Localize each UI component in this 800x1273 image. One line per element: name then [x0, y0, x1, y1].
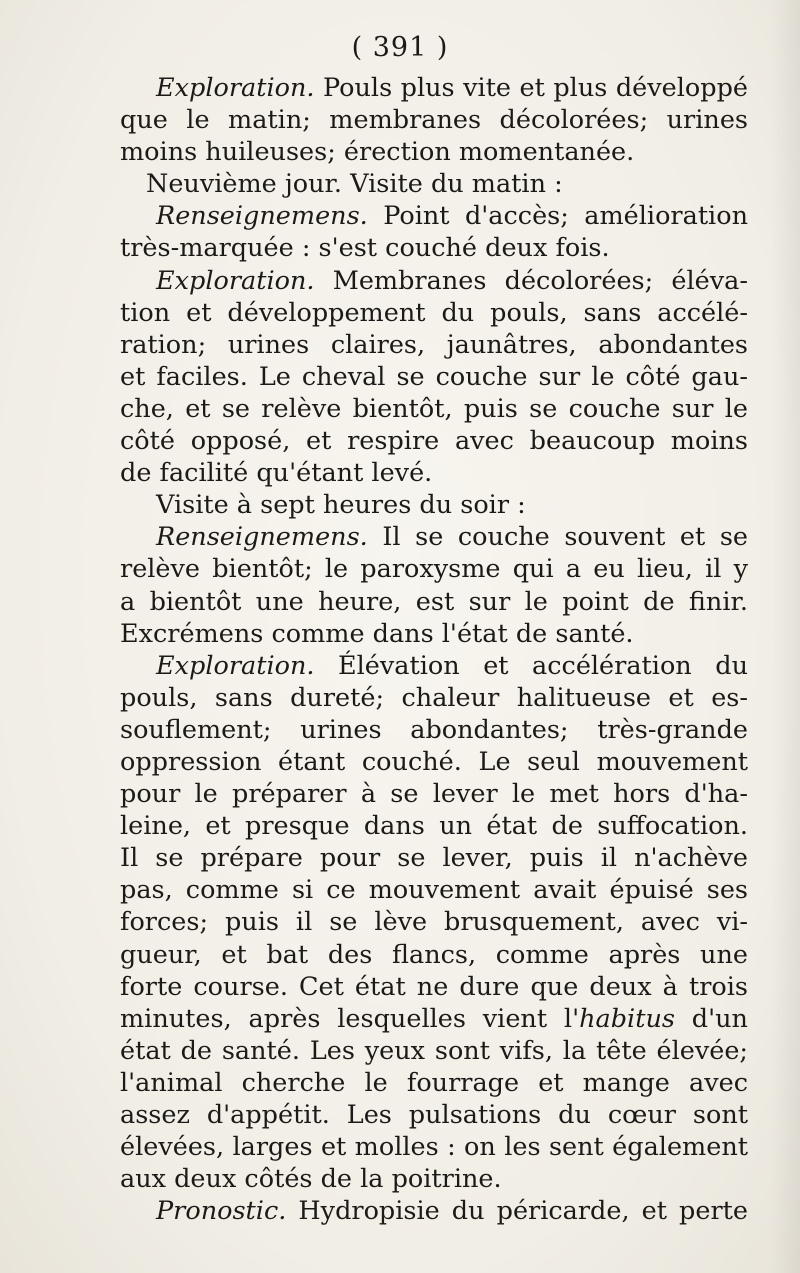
text-line	[120, 874, 748, 906]
text-run: ration; urines claires, jaunâtres, abondantes	[120, 329, 748, 360]
text-run: de facilité qu'étant levé.	[120, 458, 433, 489]
text-line	[120, 586, 748, 618]
text-run: Hydropisie du péricarde, et perte	[286, 1196, 748, 1227]
text-run: Élévation et accélération du	[314, 650, 748, 681]
text-line	[120, 1035, 748, 1067]
text-run: Neuvième jour. Visite du matin :	[146, 169, 563, 200]
text-line	[120, 682, 748, 714]
italic-text: Exploration.	[156, 650, 315, 681]
text-run: l'animal cherche le fourrage et mange avec	[120, 1067, 748, 1098]
text-run: pas, comme si ce mouvement avait épuisé ses	[120, 875, 748, 906]
text-run: gueur, et bat des flancs, comme après une	[120, 939, 748, 970]
text-run: pouls, sans dureté; chaleur halitueuse et es-	[120, 682, 748, 713]
italic-text: Renseignemens.	[156, 522, 368, 553]
text-line	[120, 457, 748, 489]
text-line	[120, 971, 748, 1003]
text-run: pour le préparer à se lever le met hors d'ha-	[120, 779, 748, 810]
text-line	[120, 714, 748, 746]
text-line	[120, 521, 748, 553]
text-line	[120, 746, 748, 778]
page-number: ( 391 )	[351, 32, 449, 63]
text-line	[120, 810, 748, 842]
text-run: élevées, larges et molles : on les sent également	[120, 1132, 748, 1163]
text-run: forces; puis il se lève brusquement, avec vi-	[120, 907, 748, 938]
text-line	[120, 1099, 748, 1131]
italic-text: Pronostic.	[156, 1196, 287, 1227]
text-line	[120, 72, 748, 104]
text-line	[120, 104, 748, 136]
text-line	[120, 1131, 748, 1163]
text-line	[120, 361, 748, 393]
text-run: Il se prépare pour se lever, puis il n'achève	[120, 843, 748, 874]
text-run: oppression étant couché. Le seul mouvement	[120, 746, 748, 777]
text-run: assez d'appétit. Les pulsations du cœur sont	[120, 1100, 748, 1130]
italic-text: Exploration.	[156, 265, 315, 296]
body-text	[120, 72, 748, 1227]
text-line	[120, 553, 748, 585]
page-edge-shadow	[770, 0, 800, 1273]
text-run: Il se couche souvent et se	[367, 522, 748, 553]
text-line	[120, 168, 748, 200]
text-line	[120, 425, 748, 457]
text-line	[120, 906, 748, 938]
text-line	[120, 489, 748, 521]
text-line	[120, 650, 748, 682]
text-run: d'un	[674, 1003, 748, 1034]
text-run: Visite à sept heures du soir :	[156, 490, 526, 521]
italic-text: habitus	[579, 1003, 675, 1034]
text-run: moins huileuses; érection momentanée.	[120, 137, 635, 168]
text-line	[120, 329, 748, 361]
italic-text: Renseignemens.	[156, 201, 368, 232]
text-line	[120, 842, 748, 874]
text-run: Excrémens comme dans l'état de santé.	[120, 618, 634, 649]
text-line	[120, 297, 748, 329]
text-line	[120, 778, 748, 810]
text-run: Membranes décolorées; éléva-	[314, 265, 748, 296]
text-run: Pouls plus vite et plus développé	[314, 73, 748, 103]
text-run: et faciles. Le cheval se couche sur le côté gau-	[120, 361, 748, 392]
text-line	[120, 1003, 748, 1035]
text-line	[120, 1067, 748, 1099]
text-run: état de santé. Les yeux sont vifs, la tête élevée;	[120, 1035, 748, 1066]
text-line	[120, 136, 748, 168]
text-run: Point d'accès; amélioration	[367, 201, 748, 232]
text-line	[120, 393, 748, 425]
text-line	[120, 939, 748, 971]
text-run: minutes, après lesquelles vient l'	[120, 1003, 580, 1034]
text-run: relève bientôt; le paroxysme qui a eu lieu, il y	[120, 554, 748, 585]
text-line	[120, 1163, 748, 1195]
text-run: souflement; urines abondantes; très-grande	[120, 714, 748, 745]
text-run: a bientôt une heure, est sur le point de finir.	[120, 586, 748, 617]
text-run: che, et se relève bientôt, puis se couche sur le	[120, 393, 748, 424]
italic-text: Exploration.	[156, 73, 315, 103]
text-run: côté opposé, et respire avec beaucoup moins	[120, 426, 748, 457]
text-line	[120, 618, 748, 650]
text-run: aux deux côtés de la poitrine.	[120, 1164, 502, 1195]
text-run: que le matin; membranes décolorées; urines	[120, 105, 748, 136]
text-line	[120, 1195, 748, 1227]
text-line	[120, 265, 748, 297]
text-line	[120, 232, 748, 264]
text-run: forte course. Cet état ne dure que deux à trois	[120, 971, 748, 1002]
text-line	[120, 200, 748, 232]
text-run: tion et développement du pouls, sans accélé-	[120, 297, 748, 328]
text-run: leine, et presque dans un état de suffocation.	[120, 811, 748, 842]
text-run: très-marquée : s'est couché deux fois.	[120, 233, 610, 264]
